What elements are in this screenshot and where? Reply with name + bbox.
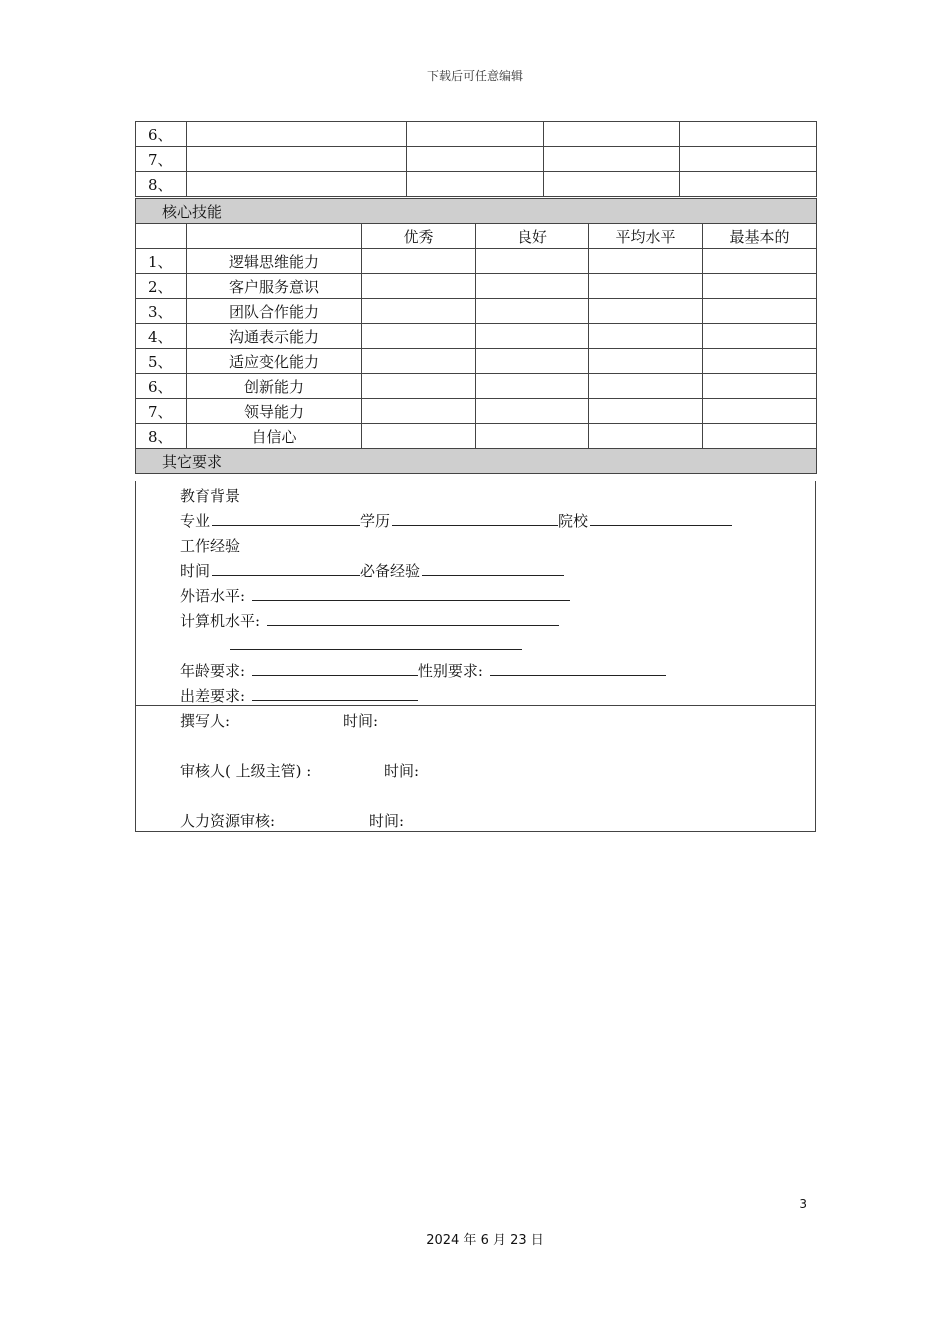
rating-cell[interactable]	[589, 274, 703, 299]
row-number: 8、	[136, 172, 187, 197]
gender-field[interactable]	[490, 661, 666, 676]
reviewer-time-label: 时间:	[384, 762, 420, 780]
language-field[interactable]	[252, 586, 570, 601]
rating-cell[interactable]	[362, 274, 476, 299]
reviewer-label: 审核人( 上级主管) :	[180, 762, 312, 780]
rating-cell[interactable]	[476, 374, 589, 399]
row-number: 7、	[136, 147, 187, 172]
writer-label: 撰写人:	[180, 712, 231, 730]
row-number: 6、	[136, 122, 187, 147]
table-row	[136, 349, 817, 374]
table-row	[136, 274, 817, 299]
table-row	[136, 299, 817, 324]
table-row	[136, 122, 817, 147]
table-cell[interactable]	[544, 147, 680, 172]
skill-name: 适应变化能力	[187, 349, 362, 374]
column-header: 优秀	[362, 224, 476, 249]
rating-cell[interactable]	[362, 324, 476, 349]
age-label: 年龄要求:	[180, 662, 246, 680]
table-cell	[136, 224, 187, 249]
row-number: 6、	[136, 374, 187, 399]
rating-cell[interactable]	[703, 399, 817, 424]
rating-cell[interactable]	[476, 249, 589, 274]
major-field[interactable]	[212, 511, 360, 526]
work-experience-label: 工作经验	[180, 537, 241, 555]
column-header: 平均水平	[589, 224, 703, 249]
language-label: 外语水平:	[180, 587, 246, 605]
required-exp-field[interactable]	[422, 561, 564, 576]
rating-cell[interactable]	[703, 299, 817, 324]
rating-cell[interactable]	[476, 424, 589, 449]
row-number: 5、	[136, 349, 187, 374]
rating-cell[interactable]	[476, 299, 589, 324]
row-number: 8、	[136, 424, 187, 449]
page-number: 3	[799, 1197, 807, 1211]
rating-cell[interactable]	[589, 374, 703, 399]
table-cell	[187, 224, 362, 249]
computer-label: 计算机水平:	[180, 612, 261, 630]
signoff-block	[135, 705, 816, 832]
rating-cell[interactable]	[362, 249, 476, 274]
top-table	[135, 121, 817, 197]
section-title-other-requirements: 其它要求	[136, 449, 817, 474]
rating-cell[interactable]	[703, 349, 817, 374]
table-row	[136, 374, 817, 399]
rating-cell[interactable]	[476, 399, 589, 424]
rating-cell[interactable]	[476, 324, 589, 349]
language-line	[180, 585, 570, 606]
skill-name: 自信心	[187, 424, 362, 449]
rating-cell[interactable]	[703, 374, 817, 399]
school-label: 院校	[558, 512, 589, 530]
rating-cell[interactable]	[362, 349, 476, 374]
skill-name: 团队合作能力	[187, 299, 362, 324]
table-row	[136, 172, 817, 197]
table-row	[136, 399, 817, 424]
rating-cell[interactable]	[703, 424, 817, 449]
education-line	[180, 510, 732, 531]
rating-cell[interactable]	[589, 249, 703, 274]
rating-cell[interactable]	[362, 374, 476, 399]
age-field[interactable]	[252, 661, 418, 676]
computer-field[interactable]	[267, 611, 559, 626]
table-header-row	[136, 224, 817, 249]
rating-cell[interactable]	[476, 274, 589, 299]
rating-cell[interactable]	[362, 424, 476, 449]
skill-name: 沟通表示能力	[187, 324, 362, 349]
row-number: 1、	[136, 249, 187, 274]
writer-time-label: 时间:	[343, 712, 379, 730]
computer-field-continuation[interactable]	[230, 649, 522, 650]
major-label: 专业	[180, 512, 211, 530]
row-number: 4、	[136, 324, 187, 349]
computer-line	[180, 610, 559, 631]
work-line	[180, 560, 564, 581]
rating-cell[interactable]	[362, 399, 476, 424]
footer-date: 2024 年 6 月 23 日	[426, 1233, 544, 1248]
travel-line	[180, 685, 418, 706]
row-number: 7、	[136, 399, 187, 424]
table-cell[interactable]	[544, 172, 680, 197]
required-exp-label: 必备经验	[360, 562, 421, 580]
rating-cell[interactable]	[589, 324, 703, 349]
skill-name: 领导能力	[187, 399, 362, 424]
table-cell[interactable]	[407, 122, 544, 147]
travel-field[interactable]	[252, 686, 418, 701]
section-title-core-skills: 核心技能	[136, 199, 817, 224]
age-gender-line	[180, 660, 666, 681]
degree-field[interactable]	[392, 511, 558, 526]
education-label: 教育背景	[180, 487, 241, 505]
rating-cell[interactable]	[703, 324, 817, 349]
table-cell[interactable]	[187, 172, 407, 197]
rating-cell[interactable]	[476, 349, 589, 374]
school-field[interactable]	[590, 511, 732, 526]
row-number: 3、	[136, 299, 187, 324]
table-cell[interactable]	[187, 122, 407, 147]
row-number: 2、	[136, 274, 187, 299]
page-header: 下载后可任意编辑	[426, 69, 523, 83]
hr-review-label: 人力资源审核:	[180, 812, 276, 830]
rating-cell[interactable]	[362, 299, 476, 324]
rating-cell[interactable]	[703, 249, 817, 274]
rating-cell[interactable]	[589, 424, 703, 449]
table-cell[interactable]	[544, 122, 680, 147]
column-header: 最基本的	[703, 224, 817, 249]
rating-cell[interactable]	[703, 274, 817, 299]
degree-label: 学历	[360, 512, 391, 530]
time-label: 时间	[180, 562, 211, 580]
table-row	[136, 147, 817, 172]
table-cell[interactable]	[407, 147, 544, 172]
table-cell[interactable]	[407, 172, 544, 197]
travel-label: 出差要求:	[180, 687, 246, 705]
table-row	[136, 324, 817, 349]
table-cell[interactable]	[187, 147, 407, 172]
skill-name: 客户服务意识	[187, 274, 362, 299]
table-cell[interactable]	[680, 147, 817, 172]
time-field[interactable]	[212, 561, 360, 576]
hr-time-label: 时间:	[369, 812, 405, 830]
gender-label: 性别要求:	[417, 662, 483, 680]
table-row	[136, 424, 817, 449]
rating-cell[interactable]	[589, 399, 703, 424]
column-header: 良好	[476, 224, 589, 249]
skill-name: 创新能力	[187, 374, 362, 399]
other-requirements-block	[135, 481, 816, 706]
rating-cell[interactable]	[589, 299, 703, 324]
table-row	[136, 249, 817, 274]
skill-name: 逻辑思维能力	[187, 249, 362, 274]
core-skills-table	[135, 198, 817, 474]
rating-cell[interactable]	[589, 349, 703, 374]
table-cell[interactable]	[680, 122, 817, 147]
table-cell[interactable]	[680, 172, 817, 197]
